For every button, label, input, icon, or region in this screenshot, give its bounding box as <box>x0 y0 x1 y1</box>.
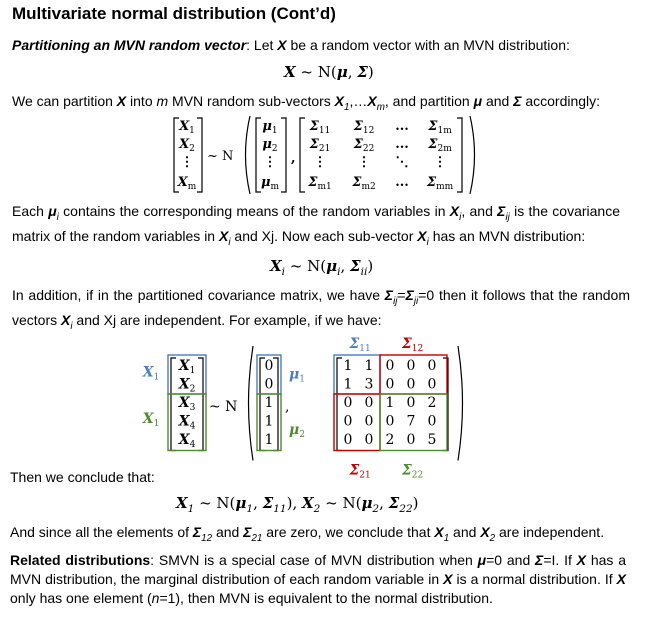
sigma-entry: $\Sigma_{12}$ <box>353 119 375 136</box>
example-matrix <box>135 328 495 480</box>
cov-entry: 0 <box>427 358 437 374</box>
conclude-text: Then we conclude that: <box>10 469 155 485</box>
related-text: : SMVN is a special case of MVN distribution when μ=0 and Σ=I. If X has a MVN distribution, the marginal distribution of each random variable in X is a normal distribution. If X only has one element (n=1), then MVN is equivalent to the normal distribution. <box>10 552 626 606</box>
sigma-entry: ... <box>395 137 409 152</box>
cov-entry: 0 <box>427 376 437 393</box>
mu2-label: $\mu_2$ <box>289 422 305 440</box>
cov-entry: 2 <box>385 432 395 448</box>
mean-entry: 1 <box>264 413 274 430</box>
cov-entry: 2 <box>427 395 437 411</box>
mu-entry: $\mu_2$ <box>262 137 278 154</box>
mu1-label: $\mu_1$ <box>289 366 305 385</box>
cov-entry: 0 <box>343 395 353 411</box>
lhs-entry: $X_m$ <box>177 175 197 192</box>
sigma-bracket-left <box>300 118 305 192</box>
lhs-entry: $X_2$ <box>179 137 195 154</box>
sigma-entry: ... <box>395 119 409 134</box>
equation-mvn: X ~ N(μ, Σ) <box>284 63 374 81</box>
mean-entry: 1 <box>264 432 274 448</box>
cov-entry: 1 <box>343 358 353 374</box>
partition-intro-text: : Let X be a random vector with an MVN distribution: <box>246 37 570 53</box>
cov-entry: 0 <box>406 358 416 374</box>
dist-symbol: ~ N <box>207 149 234 164</box>
comma: , <box>291 151 296 166</box>
sigma-entry: $\Sigma_{22}$ <box>353 137 375 154</box>
sigma-entry: $\Sigma_{21}$ <box>309 137 331 154</box>
sigma-entry: $\Sigma_{2m}$ <box>428 137 452 154</box>
partition-intro <box>12 36 570 55</box>
equation-subvector: $X_i$ ~ $N(\mu_i$, $\Sigma_{ii}$) <box>270 257 374 278</box>
cov-entry: 5 <box>427 432 437 448</box>
cov-entry: 0 <box>343 413 353 430</box>
paren-left <box>246 116 251 194</box>
cov-entry: 0 <box>343 432 353 448</box>
sigma-entry: $\Sigma_{m2}$ <box>352 175 376 192</box>
sigma-entry: $\Sigma_{11}$ <box>309 119 331 136</box>
mu-bracket-right <box>281 118 286 192</box>
sigma-entry: ... <box>395 175 409 190</box>
cov-entry: 0 <box>364 413 374 430</box>
addition-paragraph: In addition, if in the partitioned covariance matrix, we have $\Sigma_{ij}=\Sigma_{ji}=0$ then it follows that the random vectors $X_i$ and Xj are independent. For example, if we have: <box>12 287 631 332</box>
x-bracket-left <box>171 358 176 451</box>
paren-right <box>458 346 463 461</box>
lhs-entry: ⋮ <box>180 155 194 170</box>
partition-heading: Partitioning an MVN random vector <box>12 37 247 53</box>
paren-left <box>249 346 254 461</box>
related-paragraph <box>10 551 626 608</box>
cov-entry: 0 <box>385 358 395 374</box>
sigma-entry: ⋮ <box>313 155 327 170</box>
cov-entry: 0 <box>406 376 416 393</box>
sigma21-label: $\Sigma_{21}$ <box>349 462 371 480</box>
cov-entry: 1 <box>364 358 374 374</box>
sigma-entry: ⋮ <box>433 155 447 170</box>
cov-entry: 0 <box>385 376 395 393</box>
lhs-entry: $X_1$ <box>179 119 195 136</box>
equation-conclusion: $X_1$ ~ $N(\mu_1$, $\Sigma_{11}$), $X_2$ ~ $N(\mu_2$, $\Sigma_{22}$) <box>176 494 419 515</box>
mean-bracket-right <box>273 358 278 451</box>
x-bracket-right <box>198 358 203 451</box>
mean-entry: 0 <box>264 358 274 374</box>
related-heading: Related distributions <box>10 552 151 568</box>
sigma-entry: $\Sigma_{1m}$ <box>428 119 452 136</box>
partition-sentence: We can partition X into m MVN random sub-vectors $X_1,\dots X_m$, and partition μ and Σ accordingly: <box>12 93 601 113</box>
cov-entry: 0 <box>364 432 374 448</box>
x1-label: $X_1$ <box>142 364 160 383</box>
sigma-entry: $\Sigma_{m1}$ <box>308 175 332 192</box>
mean-entry: 1 <box>264 395 274 411</box>
cov-entry: 3 <box>364 376 374 393</box>
sigma-entry: $\Sigma_{mm}$ <box>426 175 454 192</box>
since-sentence: And since all the elements of $\Sigma_{12}$ and $\Sigma_{21}$ are zero, we conclude that $X_1$ and $X_2$ are independent. <box>10 524 605 544</box>
mean-entry: 0 <box>264 376 274 393</box>
sigma-entry: ⋱ <box>395 155 409 170</box>
lhs-bracket-right <box>197 118 202 192</box>
x2-label: $X_1$ <box>142 410 160 429</box>
dist-symbol: ~ N <box>209 399 238 415</box>
x-entry: $X_2$ <box>178 376 196 395</box>
sigma-bracket-right <box>457 118 462 192</box>
x-entry: $X_1$ <box>178 358 196 376</box>
cov-entry: 0 <box>385 413 395 430</box>
mu-entry: ⋮ <box>263 155 277 170</box>
sigma12-label: $\Sigma_{12}$ <box>401 336 424 354</box>
cov-entry: 0 <box>364 395 374 411</box>
comma: , <box>285 399 290 415</box>
sigma22-label: $\Sigma_{22}$ <box>401 462 424 480</box>
x-entry: $X_4$ <box>178 413 196 432</box>
cov-entry: 0 <box>406 432 416 448</box>
cov-entry: 0 <box>427 413 437 430</box>
cov-entry: 1 <box>385 395 395 411</box>
cov-entry: 0 <box>406 395 416 411</box>
cov-bracket-left <box>337 358 342 451</box>
x-entry: $X_3$ <box>178 395 196 413</box>
sigma-entry: ⋮ <box>357 155 371 170</box>
mu-entry: $\mu_1$ <box>262 119 278 136</box>
cov-entry: 1 <box>343 376 353 393</box>
each-paragraph: Each $\mu_i$ contains the corresponding means of the random variables in $X_i$, and $\Sigma_{ij}$ is the covariance matrix of the random variables in $X_i$ and Xj. Now each sub-vector $X_i$ has an MVN distribution: <box>12 203 620 248</box>
page-title: Multivariate normal distribution (Cont’d) <box>12 4 336 23</box>
sigma11-label: $\Sigma_{11}$ <box>349 336 371 354</box>
cov-entry: 7 <box>406 413 416 430</box>
x-entry: $X_4$ <box>178 432 196 450</box>
paren-right <box>470 116 475 194</box>
partition-matrix-equation <box>160 114 490 198</box>
mu-entry: $\mu_m$ <box>260 175 280 192</box>
